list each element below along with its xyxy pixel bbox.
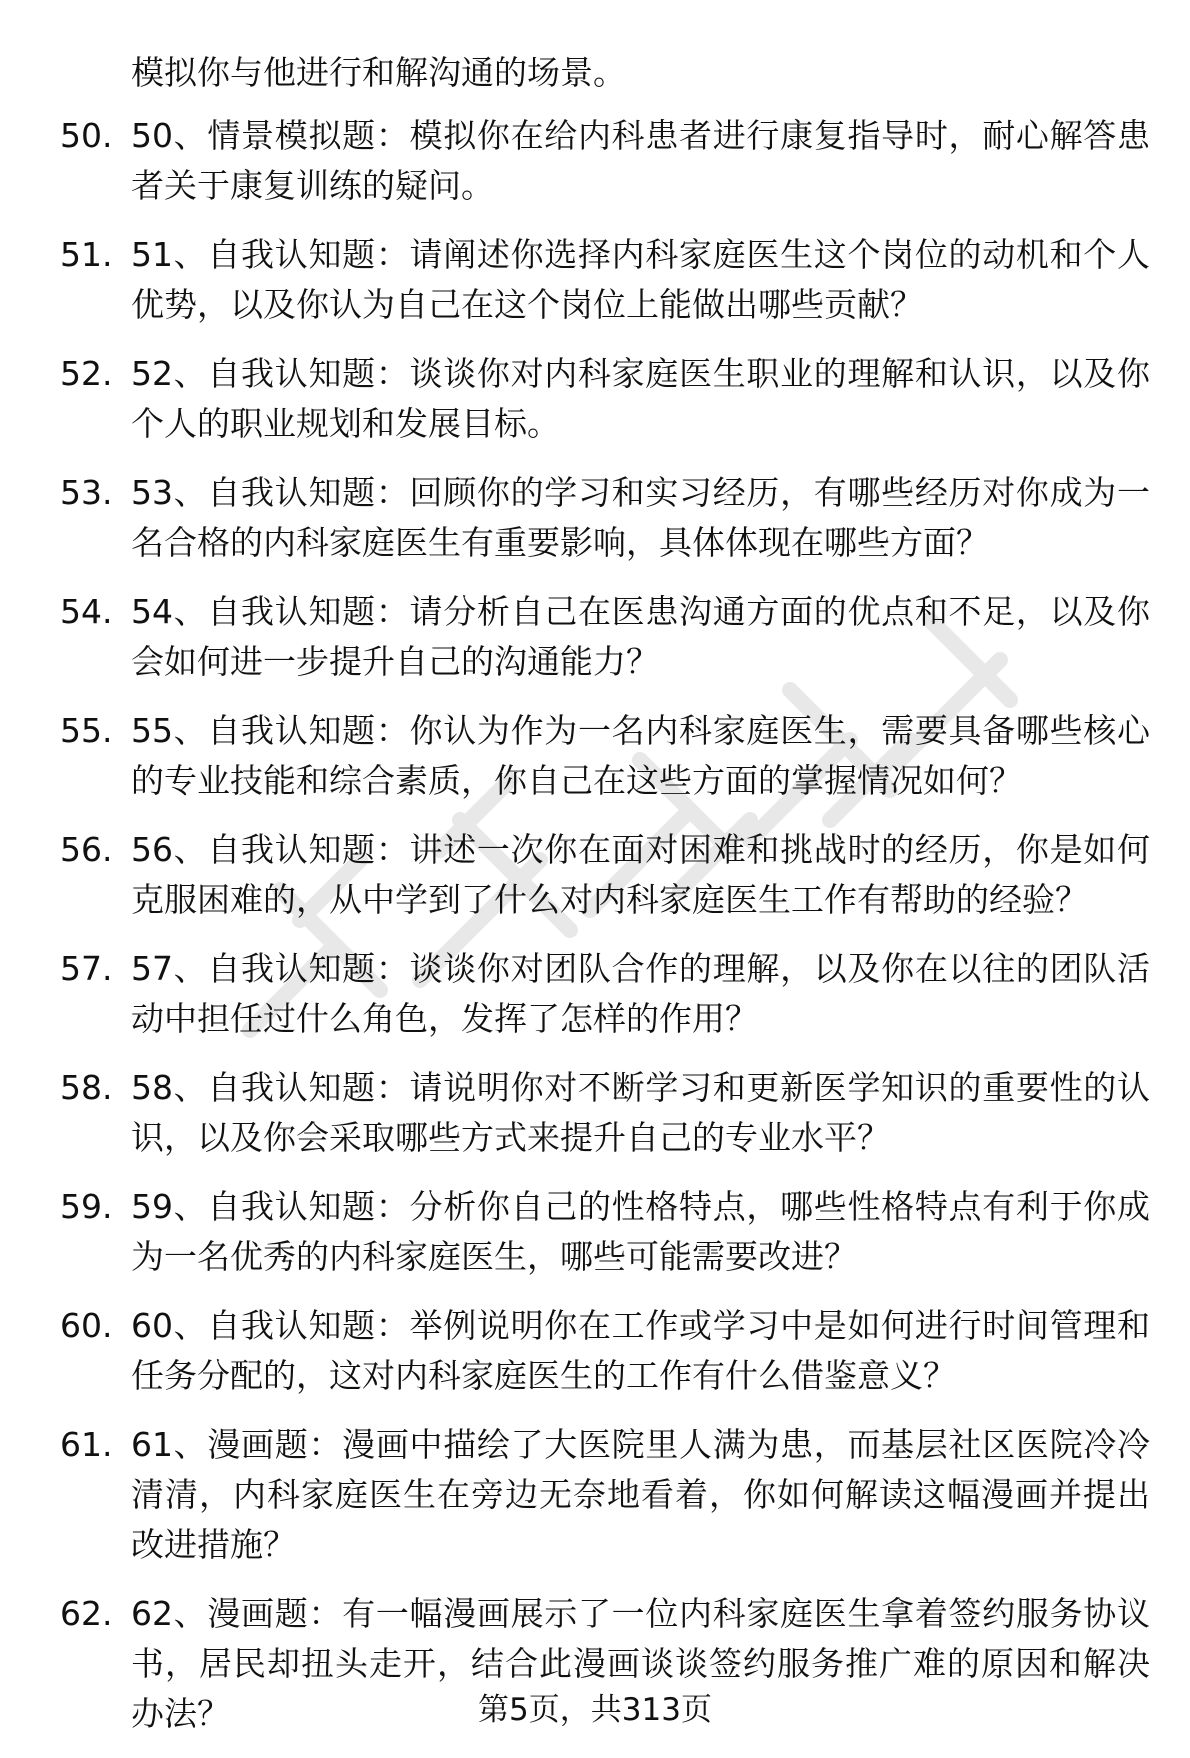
list-item-number: 57. — [60, 949, 113, 988]
question-text: 62、漫画题：有一幅漫画展示了一位内科家庭医生拿着签约服务协议书，居民却扭头走开，结合此漫画谈谈签约服务推广难的原因和解决办法？ — [131, 1594, 1150, 1733]
list-item-number: 55. — [60, 711, 113, 750]
question-text: 54、自我认知题：请分析自己在医患沟通方面的优点和不足，以及你会如何进一步提升自己的沟通能力？ — [131, 592, 1150, 681]
question-text: 51、自我认知题：请阐述你选择内科家庭医生这个岗位的动机和个人优势，以及你认为自己在这个岗位上能做出哪些贡献？ — [131, 235, 1150, 324]
list-item-number: 50. — [60, 116, 113, 155]
list-item-number: 51. — [60, 235, 113, 274]
list-item — [0, 468, 1190, 568]
question-text: 52、自我认知题：谈谈你对内科家庭医生职业的理解和认识，以及你个人的职业规划和发展目标。 — [131, 354, 1150, 443]
question-text: 57、自我认知题：谈谈你对团队合作的理解，以及你在以往的团队活动中担任过什么角色，发挥了怎样的作用？ — [131, 949, 1150, 1038]
list-item-number: 62. — [60, 1594, 113, 1633]
list-item — [0, 1182, 1190, 1282]
question-text: 58、自我认知题：请说明你对不断学习和更新医学知识的重要性的认识，以及你会采取哪些方式来提升自己的专业水平？ — [131, 1068, 1150, 1157]
list-item-number: 53. — [60, 473, 113, 512]
list-item — [0, 587, 1190, 687]
continued-question-text: 模拟你与他进行和解沟通的场景。 — [131, 53, 626, 92]
page-footer: 第5页，共313页 — [478, 1692, 712, 1728]
list-item — [0, 1420, 1190, 1570]
list-item-number: 60. — [60, 1306, 113, 1345]
list-item-number: 61. — [60, 1425, 113, 1464]
list-item — [0, 944, 1190, 1044]
question-list — [0, 111, 1190, 1758]
question-text: 55、自我认知题：你认为作为一名内科家庭医生，需要具备哪些核心的专业技能和综合素质，你自己在这些方面的掌握情况如何？ — [131, 711, 1150, 800]
list-item — [0, 1063, 1190, 1163]
list-item-number: 59. — [60, 1187, 113, 1226]
list-item — [0, 111, 1190, 211]
list-item-number: 58. — [60, 1068, 113, 1107]
list-item-number: 54. — [60, 592, 113, 631]
list-item — [0, 825, 1190, 925]
list-item-number: 56. — [60, 830, 113, 869]
list-item — [0, 1301, 1190, 1401]
list-item-number: 52. — [60, 354, 113, 393]
question-text: 56、自我认知题：讲述一次你在面对困难和挑战时的经历，你是如何克服困难的，从中学到了什么对内科家庭医生工作有帮助的经验？ — [131, 830, 1150, 919]
question-text: 50、情景模拟题：模拟你在给内科患者进行康复指导时，耐心解答患者关于康复训练的疑问。 — [131, 116, 1150, 205]
list-item — [0, 230, 1190, 330]
question-text: 59、自我认知题：分析你自己的性格特点，哪些性格特点有利于你成为一名优秀的内科家庭医生，哪些可能需要改进？ — [131, 1187, 1150, 1276]
question-text: 60、自我认知题：举例说明你在工作或学习中是如何进行时间管理和任务分配的，这对内科家庭医生的工作有什么借鉴意义？ — [131, 1306, 1150, 1395]
question-text: 61、漫画题：漫画中描绘了大医院里人满为患，而基层社区医院冷冷清清，内科家庭医生在旁边无奈地看着，你如何解读这幅漫画并提出改进措施？ — [131, 1425, 1150, 1564]
question-text: 53、自我认知题：回顾你的学习和实习经历，有哪些经历对你成为一名合格的内科家庭医生有重要影响，具体体现在哪些方面？ — [131, 473, 1150, 562]
list-item — [0, 349, 1190, 449]
list-item — [0, 706, 1190, 806]
